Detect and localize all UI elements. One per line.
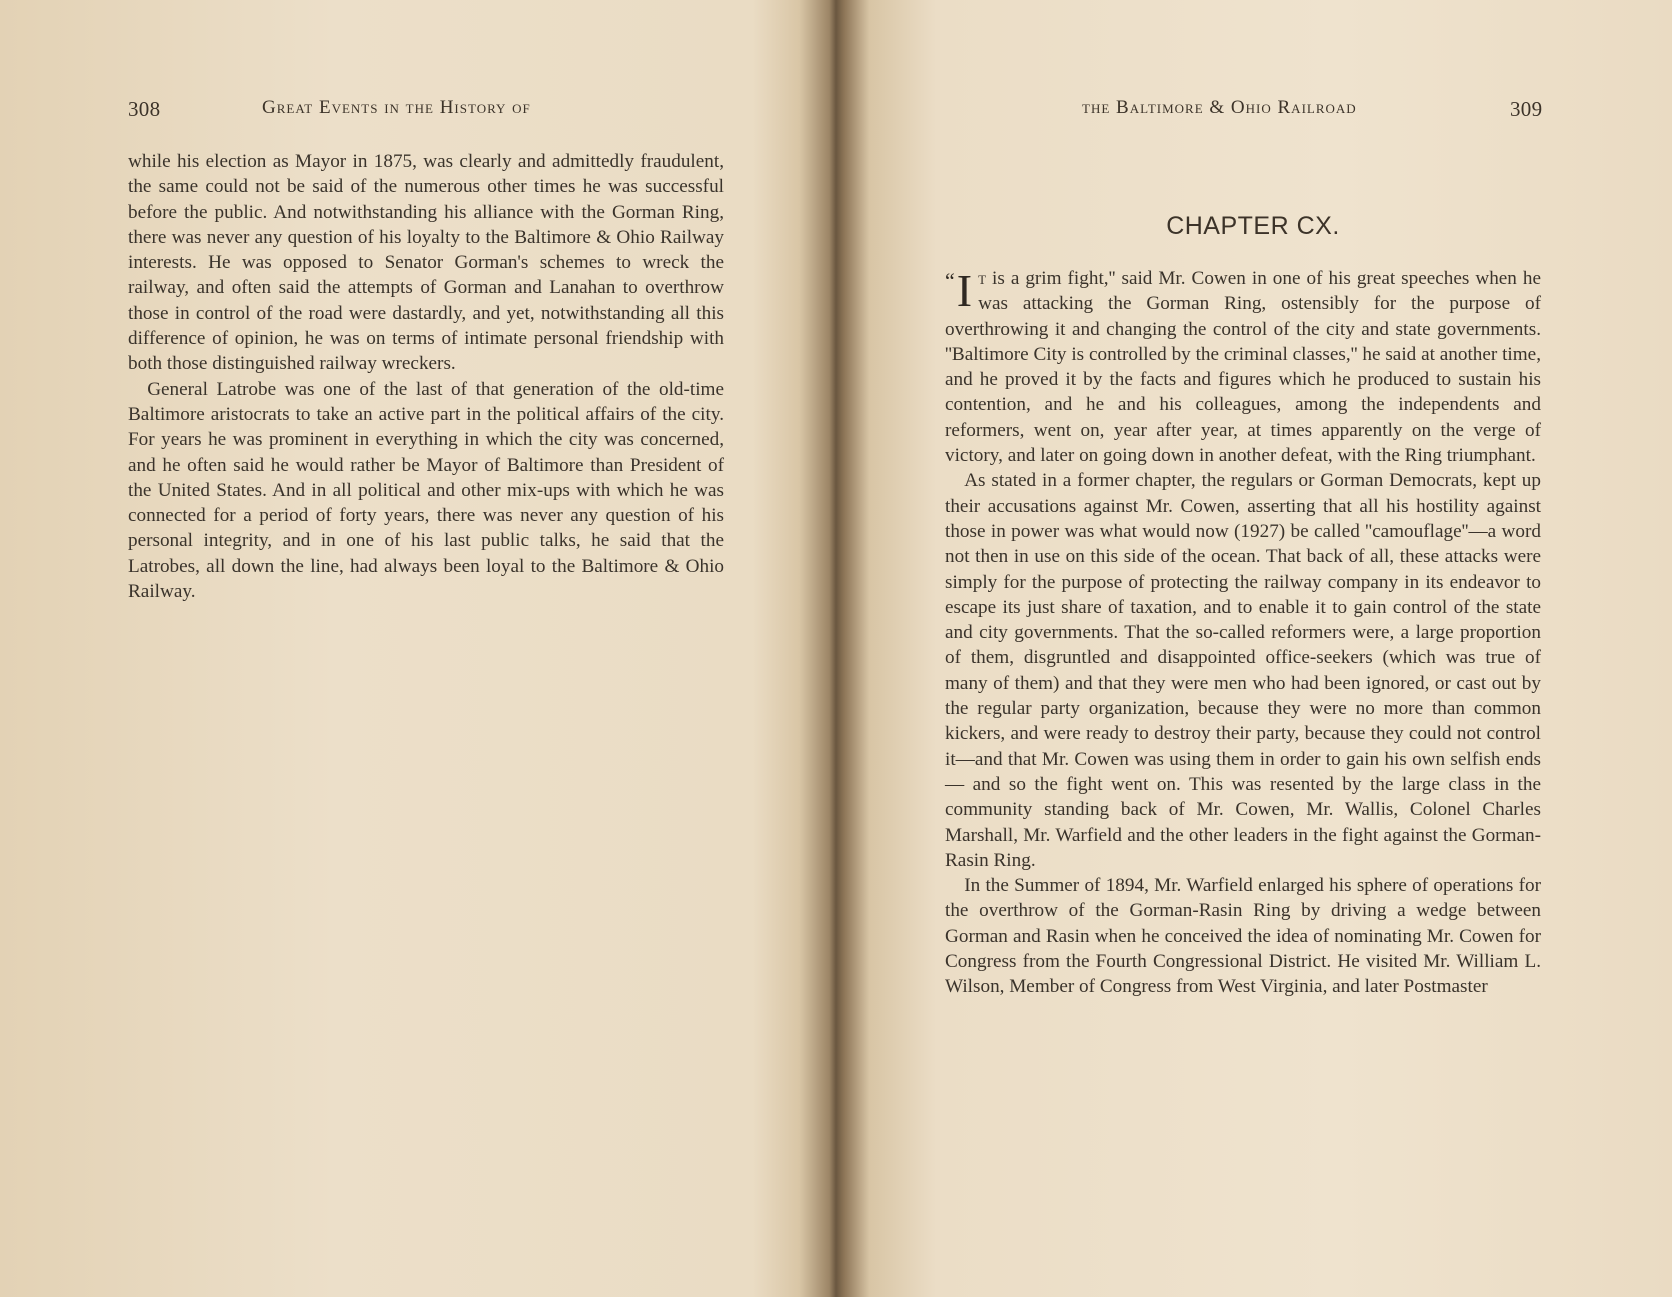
right-page [834,0,1672,1297]
chapter-title: CHAPTER CX. [1166,212,1340,240]
right-paragraph-2: As stated in a former chapter, the regulars or Gorman Democrats, kept up their accusations against Mr. Cowen, asserting that all his hostility against those in power was what would now (1927) be called ''camouflage''—a word not then in use on this side of the ocean. That back of all, these attacks were simply for the purpose of protecting the railway company in its endeavor to escape its just share of taxation, and to enable it to gain control of the state and city governments. That the so-called reformers were, a large proportion of them, disgruntled and disappointed office-seekers (which was true of many of them) and that they were men who had been ignored, or cast out by the regular party organization, because they were no more than common kickers, and were ready to destroy their party, because they could not control it—and that Mr. Cowen was using them in order to gain his own selfish ends— and so the fight went on. This was resented by the large class in the community standing back of Mr. Cowen, Mr. Wallis, Colonel Charles Marshall, Mr. Warfield and the other leaders in the fight against the Gorman-Rasin Ring. [945,470,1541,871]
opening-quote: “ [945,268,955,293]
lead-smallcaps: t [978,268,987,289]
right-body-text [945,266,1541,1000]
drop-cap [945,265,973,316]
right-page-number: 309 [1510,97,1543,121]
left-paragraph-2: General Latrobe was one of the last of that generation of the old-time Baltimore aristocrats to take an active part in the political affairs of the city. For years he was prominent in everything in which the city was concerned, and he often said he would rather be Mayor of Baltimore than President of the United States. And in all political and other mix-ups with which he was connected for a period of forty years, there was never any question of his personal integrity, and in one of his last public talks, he said that the Latrobes, all down the line, had always been loyal to the Baltimore & Ohio Railway. [128,378,724,603]
right-running-head: the Baltimore & Ohio Railroad [1082,97,1357,118]
left-page-number: 308 [128,97,161,121]
left-body-text [128,149,724,604]
left-page [0,0,830,1297]
right-paragraph-1 [945,266,1541,468]
left-running-head: Great Events in the History of [262,97,531,118]
right-paragraph-3: In the Summer of 1894, Mr. Warfield enlarged his sphere of operations for the overthrow of the Gorman-Rasin Ring by driving a wedge between Gorman and Rasin when he conceived the idea of nominating Mr. Cowen for Congress from the Fourth Congressional District. He visited Mr. William L. Wilson, Member of Congress from West Virginia, and later Postmaster [945,875,1541,998]
drop-cap-letter: I [956,265,973,316]
first-paragraph-text: is a grim fight,'' said Mr. Cowen in one of his great speeches when he was attacking the Gorman Ring, ostensibly for the purpose of overthrowing it and changing the control of the city and state governments. ''Baltimore City is controlled by the criminal classes,'' he said at another time, and he proved it by the facts and figures which he produced to sustain his contention, and he and his colleagues, among the independents and reformers, went on, year after year, at times apparently on the verge of victory, and later on going down in another defeat, with the Ring triumphant. [945,268,1541,467]
left-paragraph-1: while his election as Mayor in 1875, was clearly and admittedly fraudulent, the same could not be said of the numerous other times he was successful before the public. And notwithstanding his alliance with the Gorman Ring, there was never any question of his loyalty to the Baltimore & Ohio Railway interests. He was opposed to Senator Gorman's schemes to wreck the railway, and often said the attempts of Gorman and Lanahan to overthrow those in control of the road were dastardly, and yet, notwithstanding all this difference of opinion, he was on terms of intimate personal friendship with both those distinguished railway wreckers. [128,151,724,375]
